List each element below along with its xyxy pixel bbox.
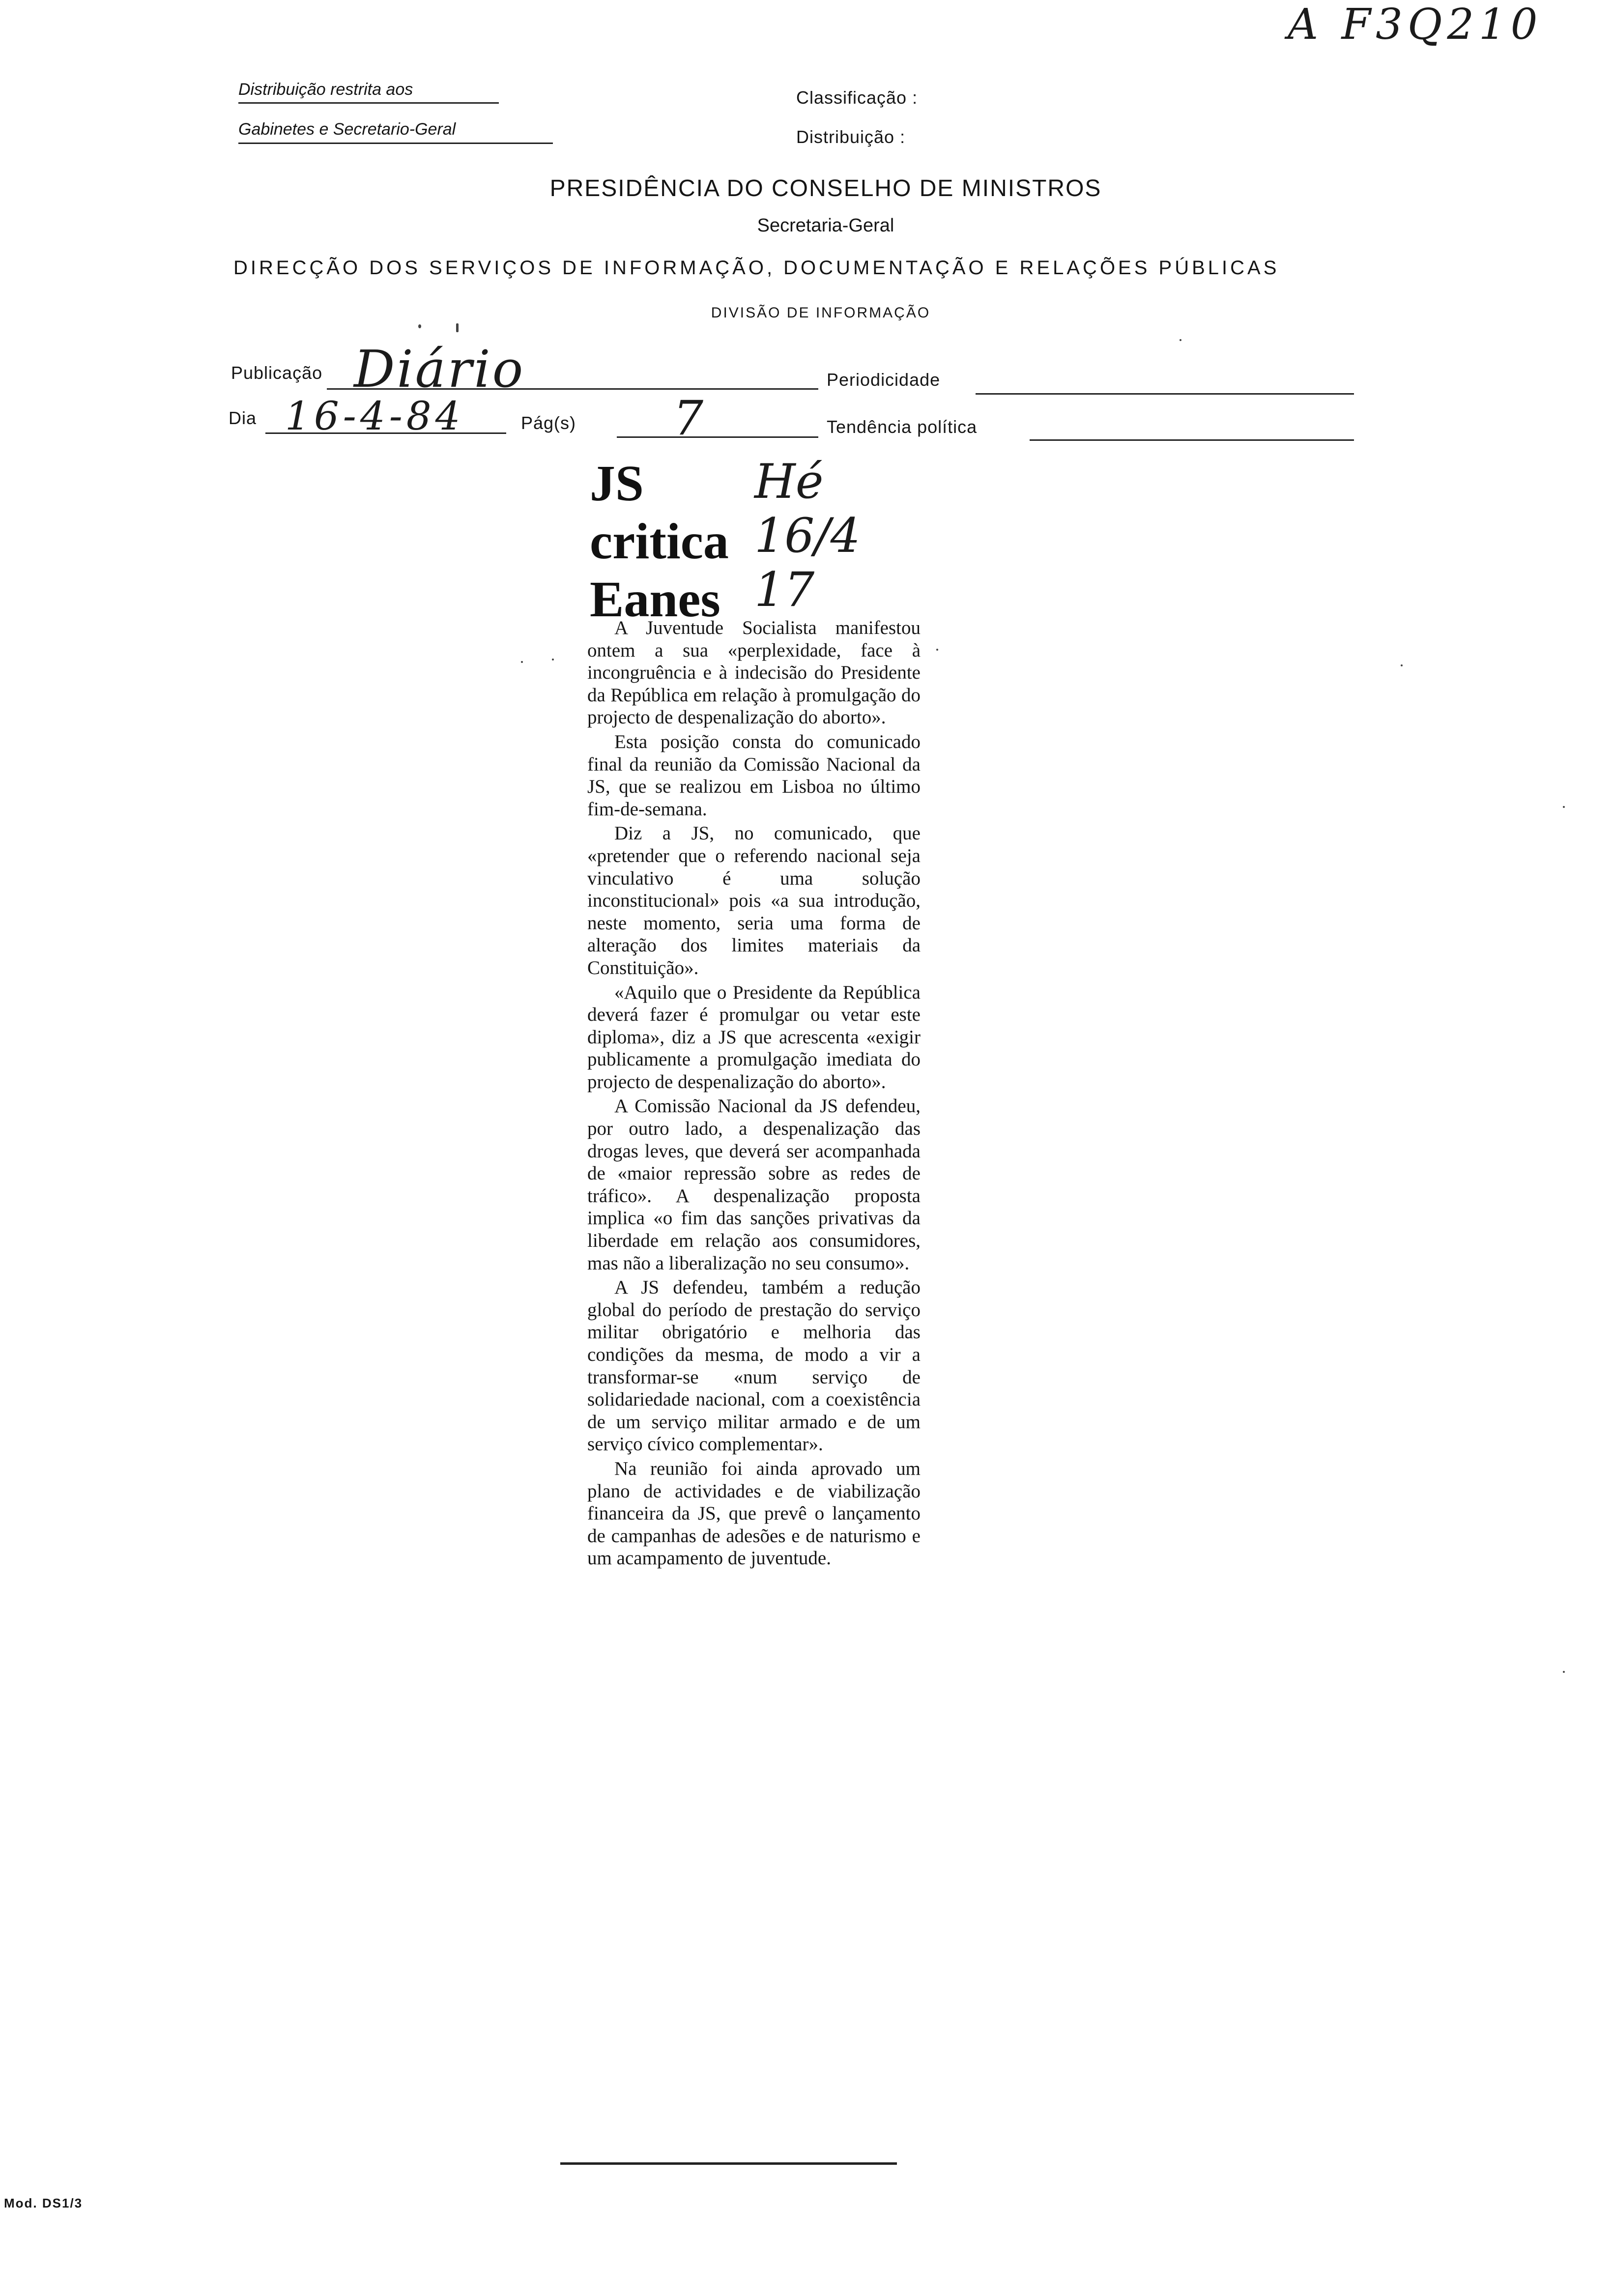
restricted-underline-2 — [238, 143, 553, 144]
article-paragraph: Na reunião foi ainda aprovado um plano de actividades e de viabilização financeira da JS, que prevê o lançamento de campanhas de adesões e de naturismo e um acampamento de juventude. — [587, 1458, 921, 1569]
handwritten-annotation: Hé 16/4 17 — [754, 454, 861, 617]
stray-mark — [936, 649, 938, 651]
stray-mark — [456, 323, 459, 332]
distribution-label: Distribuição : — [796, 127, 906, 147]
classification-label: Classificação : — [796, 87, 918, 108]
periodicity-label: Periodicidade — [827, 370, 941, 390]
directorate-title: DIRECÇÃO DOS SERVIÇOS DE INFORMAÇÃO, DOCUMENTAÇÃO E RELAÇÕES PÚBLICAS — [233, 257, 1280, 279]
stray-mark — [521, 661, 523, 663]
headline-line-2: critica — [590, 513, 729, 570]
tendency-label: Tendência política — [827, 417, 978, 437]
publication-value: Diário — [354, 339, 525, 399]
article-paragraph: «Aquilo que o Presidente da República deverá fazer é promulgar ou vetar este diploma», diz a JS que acrescenta «exigir publicamente a promulgação imediata do projecto de despenalização do aborto». — [587, 981, 921, 1092]
article-body — [587, 617, 921, 1572]
periodicity-line — [976, 393, 1354, 395]
stray-mark — [1180, 339, 1181, 341]
headline-line-3: Eanes — [590, 571, 720, 628]
article-paragraph: A JS defendeu, também a redução global do período de prestação do serviço militar obrigatório e melhoria das condições da mesma, de modo a vir a transformar-se «num serviço de solidariedade nacional, com a coexistência de um serviço militar armado e de um serviço cívico complementar». — [587, 1277, 921, 1455]
article-end-rule — [560, 2162, 897, 2165]
day-value: 16-4-84 — [285, 393, 464, 439]
ministry-title: PRESIDÊNCIA DO CONSELHO DE MINISTROS — [549, 175, 1102, 201]
headline-line-1: JS — [590, 455, 644, 512]
pages-line — [617, 436, 818, 438]
archive-reference: A F3Q210 — [1288, 0, 1543, 49]
day-label: Dia — [229, 408, 257, 428]
restricted-distribution-line2: Gabinetes e Secretario-Geral — [238, 120, 456, 139]
stray-mark — [1563, 806, 1565, 808]
restricted-distribution-line1: Distribuição restrita aos — [238, 80, 413, 99]
publication-line — [327, 388, 818, 390]
tendency-line — [1030, 439, 1354, 441]
article-paragraph: Esta posição consta do comunicado final da reunião da Comissão Nacional da JS, que se realizou em Lisboa no último fim-de-semana. — [587, 731, 921, 820]
stray-mark — [418, 324, 421, 328]
form-code: Mod. DS1/3 — [4, 2196, 83, 2210]
article-paragraph: Diz a JS, no comunicado, que «pretender que o referendo nacional seja vinculativo é uma solução inconstitucional» pois «a sua introdução, neste momento, seria uma forma de alteração dos limites materiais da Constituição». — [587, 823, 921, 978]
article-paragraph: A Comissão Nacional da JS defendeu, por outro lado, a despenalização das drogas leves, que deverá ser acompanhada de «maior repressão sobre as redes de tráfico». A despenalização proposta implica «o fim das sanções privativas da liberdade em relação aos consumidores, mas não a liberalização no seu consumo». — [587, 1095, 921, 1274]
pages-value: 7 — [673, 391, 704, 446]
day-line — [265, 432, 506, 434]
stray-mark — [552, 659, 554, 660]
publication-label: Publicação — [231, 363, 323, 383]
secretariat-title: Secretaria-Geral — [757, 215, 894, 236]
article-paragraph: A Juventude Socialista manifestou ontem a sua «perplexidade, face à incongruência e à indecisão do Presidente da República em relação à promulgação do projecto de despenalização do aborto». — [587, 617, 921, 728]
stray-mark — [1401, 664, 1403, 666]
stray-mark — [1563, 1671, 1565, 1673]
pages-label: Pág(s) — [521, 413, 576, 433]
restricted-underline-1 — [238, 102, 499, 104]
division-title: DIVISÃO DE INFORMAÇÃO — [711, 305, 931, 321]
